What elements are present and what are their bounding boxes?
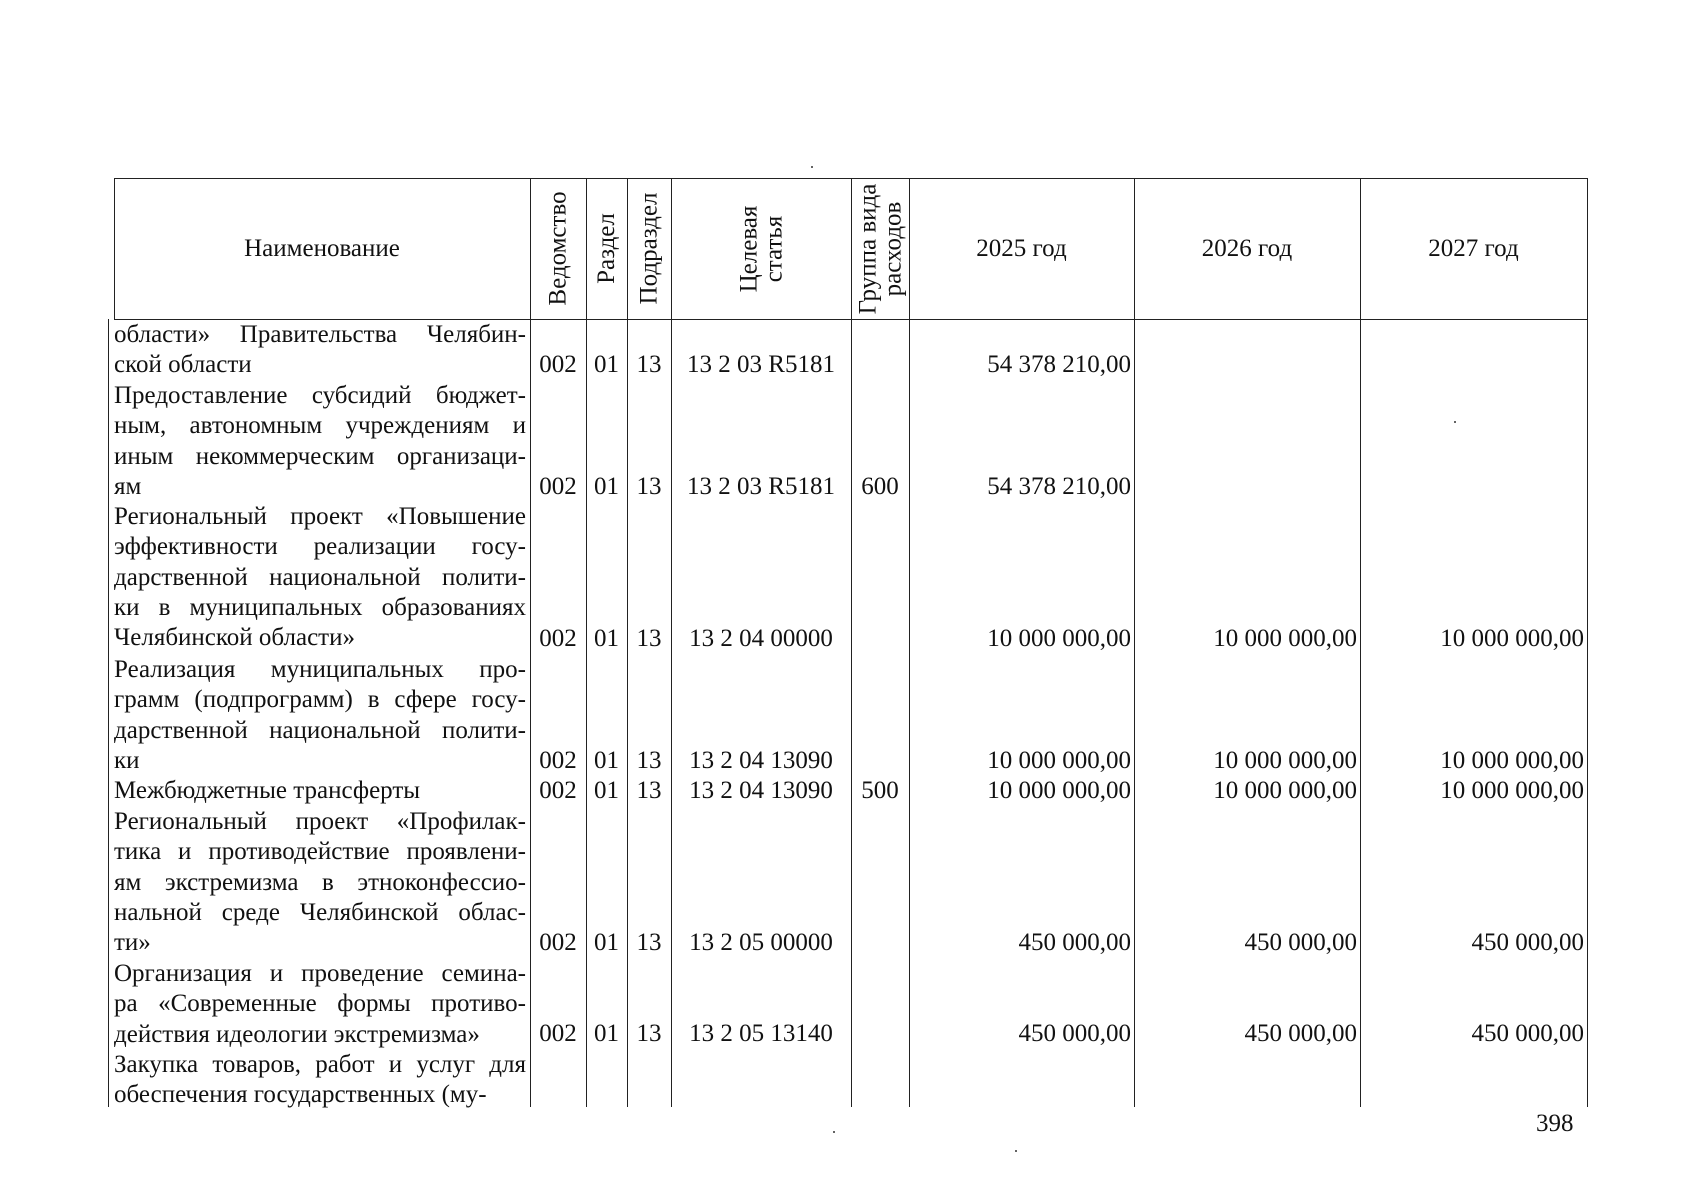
cell-2026: 450 000,00 (1244, 1020, 1357, 1047)
cell-podrazdel: 13 (636, 351, 662, 378)
row-name-line: грамм (подпрограмм) в сфере госу- (114, 686, 526, 714)
header-2026-label: 2026 год (1201, 235, 1293, 262)
cell-ved: 002 (539, 473, 577, 500)
col-divider (1587, 178, 1588, 1107)
scan-speck (811, 166, 813, 168)
cell-razdel: 01 (594, 929, 619, 956)
table-row-name (114, 776, 526, 806)
cell-2026: 450 000,00 (1244, 929, 1357, 956)
row-name-line: ям (114, 472, 142, 500)
row-name-line: ки (114, 746, 140, 774)
cell-2026: 10 000 000,00 (1213, 777, 1357, 804)
cell-razdel: 01 (594, 1020, 619, 1047)
row-name-line: Региональный проект «Повышение (114, 503, 526, 530)
header-expense-group-label (855, 183, 905, 314)
cell-razdel: 01 (594, 351, 619, 378)
row-name-line: Предоставление субсидий бюджет- (114, 382, 526, 409)
cell-target-article: 13 2 04 13090 (689, 747, 833, 774)
cell-ved: 002 (539, 929, 577, 956)
cell-2027: 10 000 000,00 (1440, 625, 1584, 652)
table-row-name (114, 381, 526, 502)
row-name-line: Челябинской области» (114, 624, 355, 652)
row-name-line: ям экстремизма в этноконфессио- (114, 868, 526, 896)
header-name (114, 178, 530, 319)
cell-podrazdel: 13 (636, 473, 662, 500)
table-row-name (114, 320, 526, 381)
row-name-line: ти» (114, 929, 151, 957)
cell-2025: 10 000 000,00 (987, 747, 1131, 774)
col-divider (114, 178, 115, 319)
header-target-article (671, 178, 851, 319)
cell-podrazdel: 13 (636, 747, 662, 774)
cell-razdel: 01 (594, 625, 619, 652)
cell-razdel: 01 (594, 777, 619, 804)
cell-target-article: 13 2 04 13090 (689, 777, 833, 804)
cell-ved: 002 (539, 747, 577, 774)
page-number: 398 (1536, 1110, 1574, 1137)
header-name-label: Наименование (244, 235, 400, 262)
row-name-line: ки в муниципальных образованиях (114, 593, 526, 621)
row-name-line: Организация и проведение семина- (114, 960, 526, 987)
header-ved-label: Ведомство (544, 191, 572, 306)
cell-2027: 450 000,00 (1471, 1020, 1584, 1047)
header-target-article-label (736, 205, 786, 292)
cell-podrazdel: 13 (636, 1020, 662, 1047)
row-name-line: эффективности реализации госу- (114, 533, 526, 561)
header-2027-label: 2027 год (1428, 235, 1519, 262)
scan-speck (833, 1131, 835, 1133)
header-razdel-label: Раздел (593, 213, 620, 284)
cell-ved: 002 (539, 777, 577, 804)
row-name-line: области» Правительства Челябин- (114, 321, 526, 348)
col-divider (108, 319, 109, 1107)
header-target-article-line2: статья (759, 215, 787, 282)
header-target-article-line1: Целевая (734, 205, 762, 292)
table-row-name (114, 655, 526, 776)
row-name-line: тика и противодействие проявлени- (114, 838, 526, 866)
row-name-line: иным некоммерческим организаци- (114, 442, 526, 470)
header-razdel (586, 178, 627, 319)
row-name-line: ным, автономным учреждениям и (114, 412, 526, 440)
cell-2027: 10 000 000,00 (1440, 777, 1584, 804)
row-name-line: Закупка товаров, работ и услуг для (114, 1051, 526, 1078)
cell-target-article: 13 2 05 13140 (689, 1020, 833, 1047)
cell-2027: 10 000 000,00 (1440, 747, 1584, 774)
header-2027 (1360, 178, 1587, 319)
row-name-line: дарственной национальной полити- (114, 563, 526, 591)
cell-2025: 54 378 210,00 (987, 473, 1131, 500)
row-name-line: действия идеологии экстремизма» (114, 1020, 480, 1048)
scan-speck (1015, 1150, 1017, 1152)
cell-razdel: 01 (594, 473, 619, 500)
row-name-line: дарственной национальной полити- (114, 716, 526, 744)
cell-2025: 450 000,00 (1018, 1020, 1131, 1047)
cell-2025: 450 000,00 (1018, 929, 1131, 956)
cell-expense-group: 500 (861, 777, 899, 804)
scan-speck (1454, 421, 1456, 423)
cell-expense-group: 600 (861, 473, 899, 500)
col-divider (851, 178, 852, 1107)
table-row-name (114, 807, 526, 958)
cell-2025: 10 000 000,00 (987, 777, 1131, 804)
cell-ved: 002 (539, 1020, 577, 1047)
header-podrazdel (627, 178, 671, 319)
row-name-line: Реализация муниципальных про- (114, 656, 526, 683)
cell-podrazdel: 13 (636, 929, 662, 956)
cell-2025: 54 378 210,00 (987, 351, 1131, 378)
header-expense-group (851, 178, 909, 319)
row-name-line: ра «Современные формы противо- (114, 990, 526, 1018)
row-name-line: ской области (114, 351, 252, 379)
cell-ved: 002 (539, 351, 577, 378)
budget-table (114, 178, 1594, 1107)
header-expense-group-line2: расходов (879, 201, 906, 296)
header-2025-label: 2025 год (976, 235, 1067, 262)
cell-podrazdel: 13 (636, 625, 662, 652)
cell-target-article: 13 2 04 00000 (689, 625, 833, 652)
row-name-line: нальной среде Челябинской облас- (114, 898, 526, 926)
header-expense-group-line1: Группа вида (854, 183, 881, 314)
cell-2025: 10 000 000,00 (987, 625, 1131, 652)
cell-target-article: 13 2 03 R5181 (687, 351, 835, 378)
header-2026 (1134, 178, 1360, 319)
cell-2026: 10 000 000,00 (1213, 625, 1357, 652)
cell-2026: 10 000 000,00 (1213, 747, 1357, 774)
header-podrazdel-label: Подраздел (635, 192, 663, 305)
row-name-line: обеспечения государственных (му- (114, 1081, 487, 1109)
table-row-name (114, 502, 526, 653)
cell-target-article: 13 2 03 R5181 (687, 473, 835, 500)
header-ved (530, 178, 586, 319)
header-2025 (909, 178, 1134, 319)
table-row-name (114, 959, 526, 1050)
row-name-line: Межбюджетные трансферты (114, 777, 421, 804)
cell-razdel: 01 (594, 747, 619, 774)
row-name-line: Региональный проект «Профилак- (114, 808, 526, 835)
table-row-name (114, 1050, 526, 1111)
cell-podrazdel: 13 (636, 777, 662, 804)
cell-ved: 002 (539, 625, 577, 652)
cell-target-article: 13 2 05 00000 (689, 929, 833, 956)
cell-2027: 450 000,00 (1471, 929, 1584, 956)
